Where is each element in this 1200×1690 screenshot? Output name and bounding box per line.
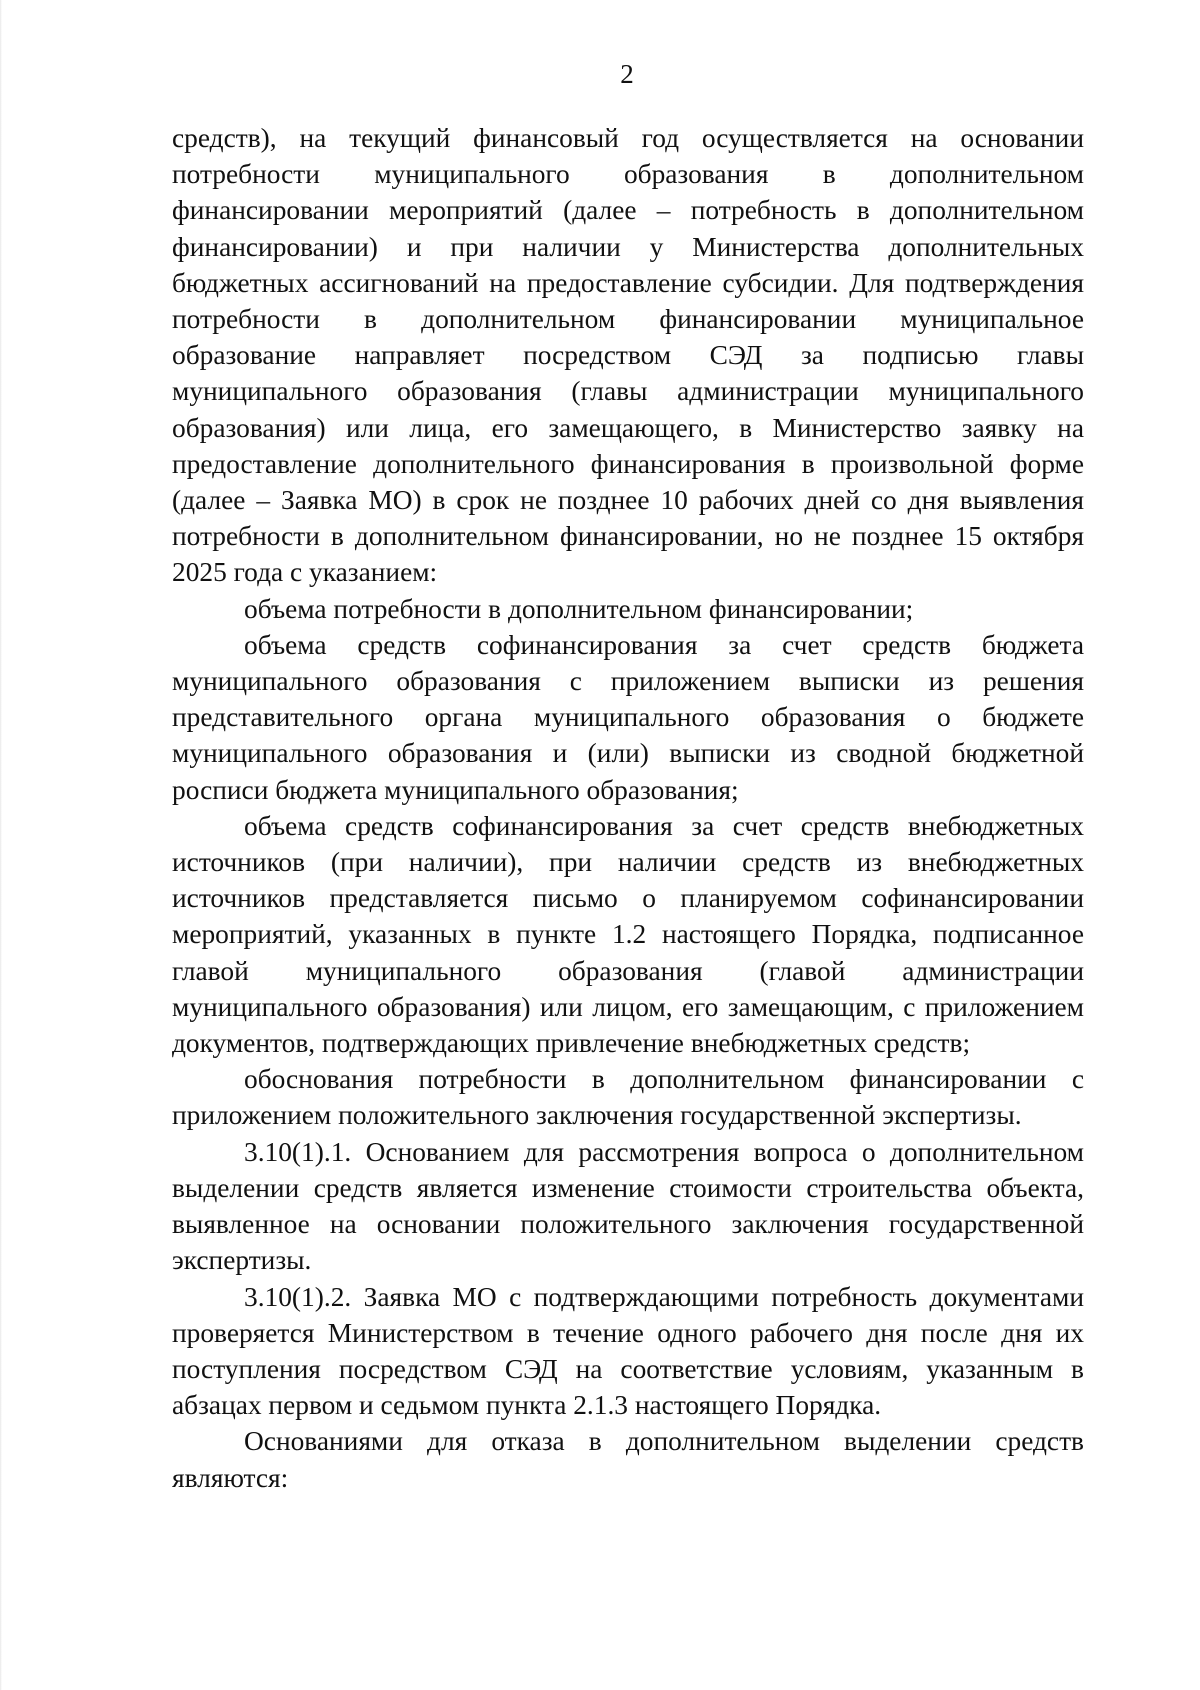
paragraph-8: Основаниями для отказа в дополнительном выделении средств являются: xyxy=(172,1426,1084,1493)
paragraph-5: обоснования потребности в дополнительном финансировании с приложением положительного заключения государственной экспертизы. xyxy=(172,1064,1084,1131)
paragraph-4: объема средств софинансирования за счет средств внебюджетных источников (при наличии), при наличии средств из внебюджетных источников представляется письмо о планируемом софинансировании мероприятий, указанных в пункте 1.2 настоящего Порядка, подписанное главой муниципального образования (главой администрации муниципального образования) или лицом, его замещающим, с приложением документов, подтверждающих привлечение внебюджетных средств; xyxy=(172,810,1084,1059)
page-number: 2 xyxy=(620,59,634,89)
document-body xyxy=(172,120,1084,1496)
paragraph-1: средств), на текущий финансовый год осуществляется на основании потребности муниципального образования в дополнительном финансировании мероприятий (далее – потребность в дополнительном финансировании) и при наличии у Министерства дополнительных бюджетных ассигнований на предоставление субсидии. Для подтверждения потребности в дополнительном финансировании муниципальное образование направляет посредством СЭД за подписью главы муниципального образования (главы администрации муниципального образования) или лица, его замещающего, в Министерство заявку на предоставление дополнительного финансирования в произвольной форме (далее – Заявка МО) в срок не позднее 10 рабочих дней со дня выявления потребности в дополнительном финансировании, но не позднее 15 октября 2025 года с указанием: xyxy=(172,123,1084,588)
paragraph-3: объема средств софинансирования за счет средств бюджета муниципального образования с приложением выписки из решения представительного органа муниципального образования о бюджете муниципального образования и (или) выписки из сводной бюджетной росписи бюджета муниципального образования; xyxy=(172,629,1084,805)
paragraph-6: 3.10(1).1. Основанием для рассмотрения вопроса о дополнительном выделении средств является изменение стоимости строительства объекта, выявленное на основании положительного заключения государственной экспертизы. xyxy=(172,1136,1084,1276)
scan-edge xyxy=(0,0,2,1690)
paragraph-7: 3.10(1).2. Заявка МО с подтверждающими потребность документами проверяется Министерством в течение одного рабочего дня после дня их поступления посредством СЭД на соответствие условиям, указанным в абзацах первом и седьмом пункта 2.1.3 настоящего Порядка. xyxy=(172,1281,1084,1421)
paragraph-2: объема потребности в дополнительном финансировании; xyxy=(244,593,914,624)
